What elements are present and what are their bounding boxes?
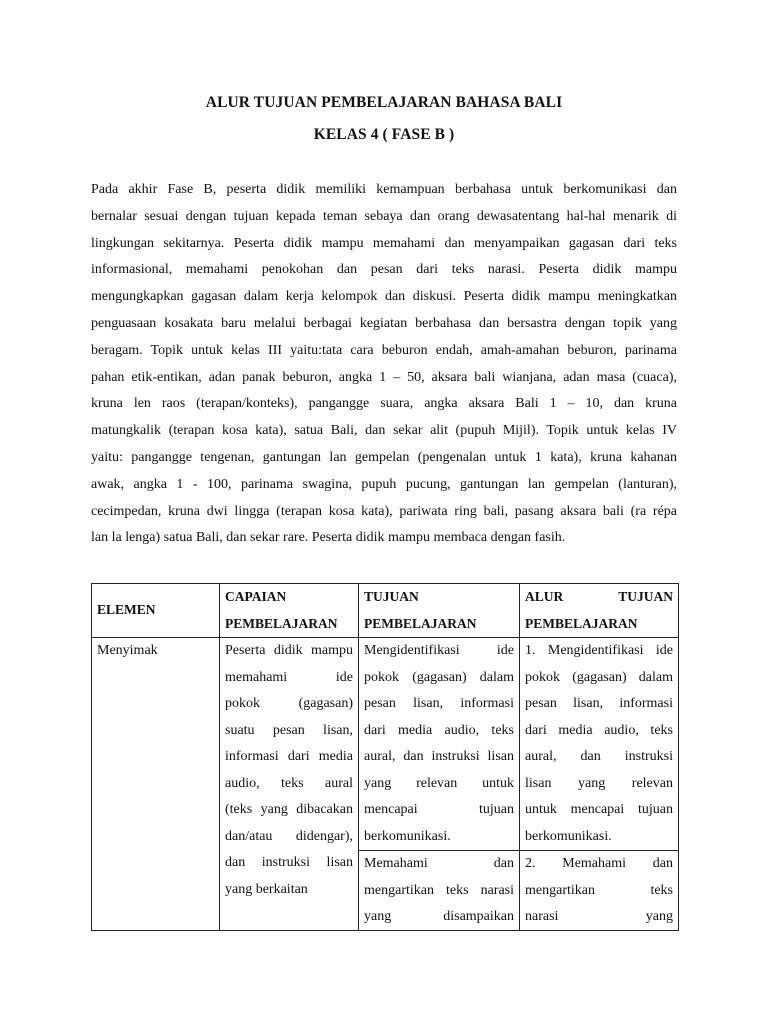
alur-line: 1. Mengidentifikasi ide: [525, 643, 673, 658]
elemen-label: Menyimak: [97, 643, 158, 658]
capaian-line: (teks yang dibacakan: [225, 802, 353, 817]
cell-elemen: [92, 638, 220, 931]
header-tujuan-line: PEMBELAJARAN: [364, 615, 477, 631]
header-alur-line: [525, 584, 673, 611]
intro-line: bernalar sesuai dengan tujuan kepada teman sebaya dan orang dewasatentang hal-hal menarik di: [91, 208, 677, 224]
tujuan-line: pokok (gagasan) dalam: [364, 669, 514, 685]
tujuan-line: aural, dan instruksi lisan: [364, 749, 514, 764]
capaian-line: memahami ide: [225, 669, 353, 685]
alur-line: pesan lisan, informasi: [525, 696, 673, 711]
intro-line: yaitu: pangangge tengenan, gantungan lan gempelan (pengenalan untuk 1 kata), kruna kahanan: [91, 449, 677, 465]
header-capaian: [220, 584, 359, 638]
document-title: ALUR TUJUAN PEMBELAJARAN BAHASA BALI: [205, 94, 563, 111]
table-header-row: [92, 584, 679, 638]
intro-line: mengungkapkan gagasan dalam kerja kelompok dan diskusi. Peserta didik mampu meningkatkan: [91, 289, 677, 305]
alur-line: dari media audio, teks: [525, 722, 673, 738]
header-alur-word: TUJUAN: [618, 589, 673, 604]
tujuan-line: berkomunikasi.: [364, 828, 451, 844]
header-tujuan-line: TUJUAN: [364, 589, 419, 604]
tujuan-line: yang disampaikan: [364, 909, 514, 924]
alur-line: lisan yang relevan: [525, 775, 673, 791]
capaian-line: dan/atau didengar),: [225, 828, 353, 844]
header-alur-line: PEMBELAJARAN: [525, 615, 638, 631]
tujuan-line: mengartikan teks narasi: [364, 882, 514, 898]
header-elemen: [92, 584, 220, 638]
cell-tujuan-2: [359, 851, 520, 931]
cell-alur-1: [520, 638, 679, 851]
header-tujuan: [359, 584, 520, 638]
alur-line: mengartikan teks: [525, 882, 673, 898]
cell-tujuan-1: [359, 638, 520, 851]
header-capaian-line: CAPAIAN: [225, 589, 287, 604]
learning-objectives-table: [91, 583, 679, 931]
capaian-line: audio, teks aural: [225, 775, 353, 791]
intro-line: Pada akhir Fase B, peserta didik memiliki kemampuan berbahasa untuk berkomunikasi dan: [91, 182, 677, 197]
intro-line: awak, angka 1 - 100, parinama swagina, pupuh pucung, gantungan lan gempelan (lanturan),: [91, 476, 677, 492]
capaian-line: dan instruksi lisan: [225, 855, 353, 870]
capaian-line: Peserta didik mampu: [225, 643, 353, 658]
intro-line: cecimpedan, kruna dwi lingga (terapan kosa kata), pariwata ring bali, pasang aksara bali (ra répa: [91, 503, 677, 519]
cell-alur-2: [520, 851, 679, 931]
tujuan-line: Mengidentifikasi ide: [364, 643, 514, 658]
tujuan-line: mencapai tujuan: [364, 802, 514, 817]
capaian-line-blank: [225, 903, 353, 930]
capaian-line: suatu pesan lisan,: [225, 722, 353, 738]
intro-line: pahan etik-entikan, adan panak beburon, angka 1 – 50, aksara bali wianjana, adan masa (cuaca),: [91, 369, 677, 385]
alur-line: berkomunikasi.: [525, 828, 612, 844]
tujuan-line: Memahami dan: [364, 856, 514, 871]
capaian-line: pokok (gagasan): [225, 696, 353, 711]
intro-line: beragam. Topik untuk kelas III yaitu:tata cara beburon endah, amah-amahan beburon, parinama: [91, 342, 677, 358]
intro-line: lan la lenga) satua Bali, dan sekar rare. Peserta didik mampu membaca dengan fasih.: [91, 530, 566, 546]
tujuan-line: dari media audio, teks: [364, 722, 514, 738]
intro-line: matungkalik (terapan kosa kata), satua Bali, dan sekar alit (pupuh Mijil). Topik untuk kelas IV: [91, 423, 677, 439]
intro-paragraph: [91, 177, 677, 552]
header-alur: [520, 584, 679, 638]
alur-line: pokok (gagasan) dalam: [525, 669, 673, 685]
tujuan-line: yang relevan untuk: [364, 775, 514, 791]
capaian-line: yang berkaitan: [225, 881, 308, 897]
capaian-line: informasi dari media: [225, 749, 353, 764]
table-row: [92, 638, 679, 851]
header-alur-word: ALUR: [525, 589, 564, 604]
alur-line: narasi yang: [525, 909, 673, 924]
cell-capaian: [220, 638, 359, 931]
intro-line: informasional, memahami penokohan dan pesan dari teks narasi. Peserta didik mampu: [91, 262, 677, 278]
header-elemen-label: ELEMEN: [97, 602, 156, 618]
tujuan-line: pesan lisan, informasi: [364, 696, 514, 711]
header-capaian-line: PEMBELAJARAN: [225, 615, 338, 631]
alur-line: aural, dan instruksi: [525, 749, 673, 764]
intro-line: penguasaan kosakata baru melalui berbagai kegiatan berbahasa dan bersastra dengan topik yang: [91, 315, 677, 331]
intro-line: lingkungan sekitarnya. Peserta didik mampu memahami dan menyampaikan gagasan dari teks: [91, 235, 677, 251]
document-subtitle: KELAS 4 ( FASE B ): [313, 126, 455, 143]
alur-line: 2. Memahami dan: [525, 856, 673, 871]
alur-line: untuk mencapai tujuan: [525, 802, 673, 817]
intro-line: kruna len raos (terapan/konteks), pangangge suara, angka aksara Bali 1 – 10, dan kruna: [91, 396, 677, 412]
